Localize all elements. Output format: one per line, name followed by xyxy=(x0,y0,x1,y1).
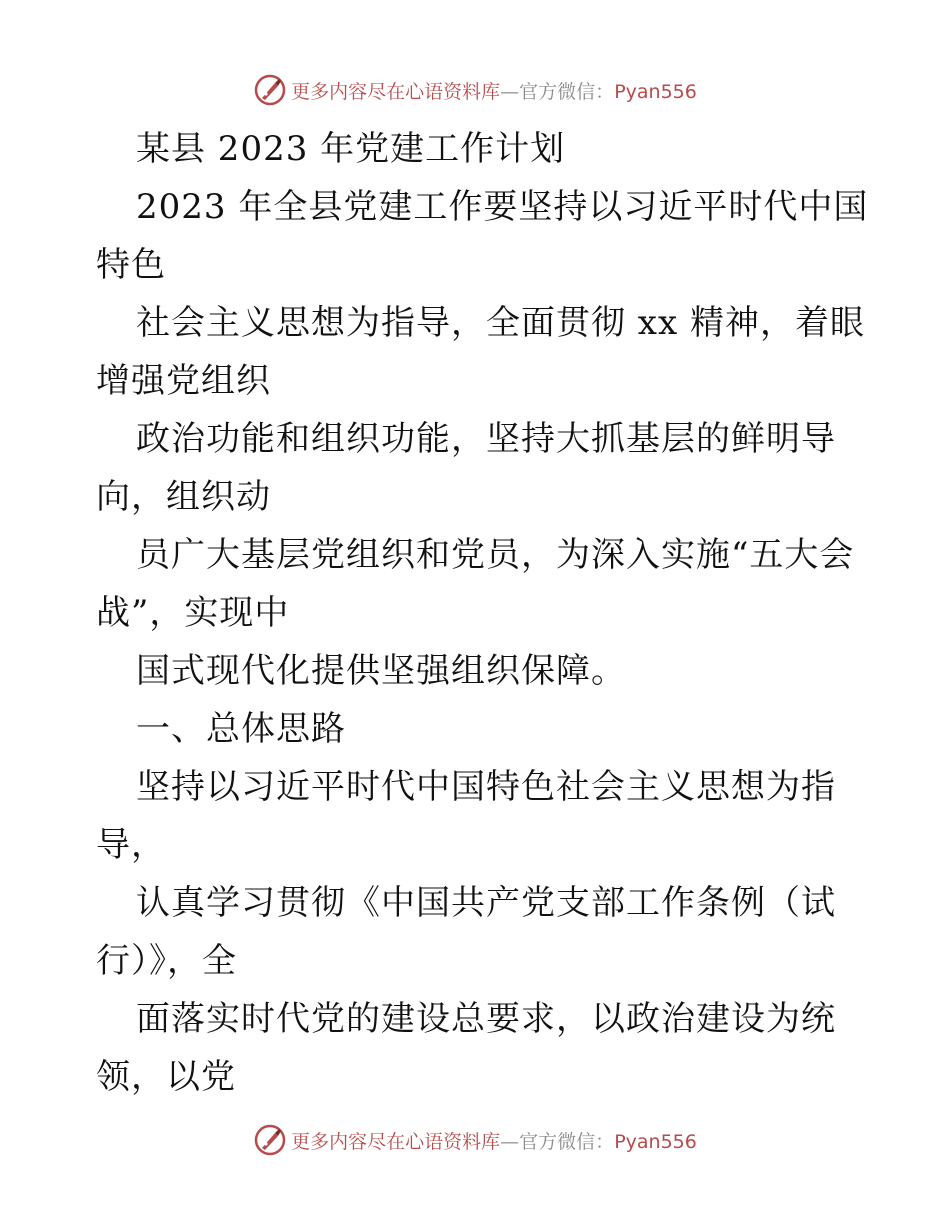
header-banner xyxy=(0,70,950,110)
paragraph-line: 2023 年全县党建工作要坚持以习近平时代中国 xyxy=(136,187,869,227)
paragraph-line: 领，以党 xyxy=(96,1057,236,1097)
section-heading: 一、总体思路 xyxy=(136,709,346,749)
paragraph-line: 特色 xyxy=(96,245,166,285)
paragraph-line: 行）》，全 xyxy=(96,941,237,981)
document-title: 某县 2023 年党建工作计划 xyxy=(136,129,566,169)
paragraph-line: 导， xyxy=(96,825,166,865)
paragraph-line: 政治功能和组织功能，坚持大抓基层的鲜明导 xyxy=(136,419,836,459)
pen-logo-icon xyxy=(253,1123,287,1157)
paragraph-line: 坚持以习近平时代中国特色社会主义思想为指 xyxy=(136,767,836,807)
banner-wechat-id: Pyan556 xyxy=(614,80,697,103)
footer-banner-text xyxy=(291,1127,697,1154)
paragraph-line: 增强党组织 xyxy=(96,361,271,401)
banner-wechat-label: 官方微信： xyxy=(519,1130,615,1153)
banner-dash: — xyxy=(500,1130,520,1153)
paragraph-line: 战”，实现中 xyxy=(96,593,290,633)
banner-site-text: 更多内容尽在心语资料库 xyxy=(291,80,501,103)
banner-dash: — xyxy=(500,80,520,103)
paragraph-line: 员广大基层党组织和党员，为深入实施“五大会 xyxy=(136,535,855,575)
footer-banner xyxy=(0,1120,950,1160)
paragraph-line: 面落实时代党的建设总要求，以政治建设为统 xyxy=(136,999,836,1039)
banner-site-text: 更多内容尽在心语资料库 xyxy=(291,1130,501,1153)
pen-logo-icon xyxy=(253,73,287,107)
banner-wechat-label: 官方微信： xyxy=(519,80,615,103)
paragraph-line: 向，组织动 xyxy=(96,477,271,517)
document-body xyxy=(96,120,869,1106)
banner-wechat-id: Pyan556 xyxy=(614,1130,697,1153)
paragraph-line: 国式现代化提供坚强组织保障。 xyxy=(136,651,626,691)
paragraph-line: 社会主义思想为指导，全面贯彻 xx 精神，着眼 xyxy=(136,303,865,343)
header-banner-text xyxy=(291,77,697,104)
paragraph-line: 认真学习贯彻《中国共产党支部工作条例（试 xyxy=(136,883,836,923)
